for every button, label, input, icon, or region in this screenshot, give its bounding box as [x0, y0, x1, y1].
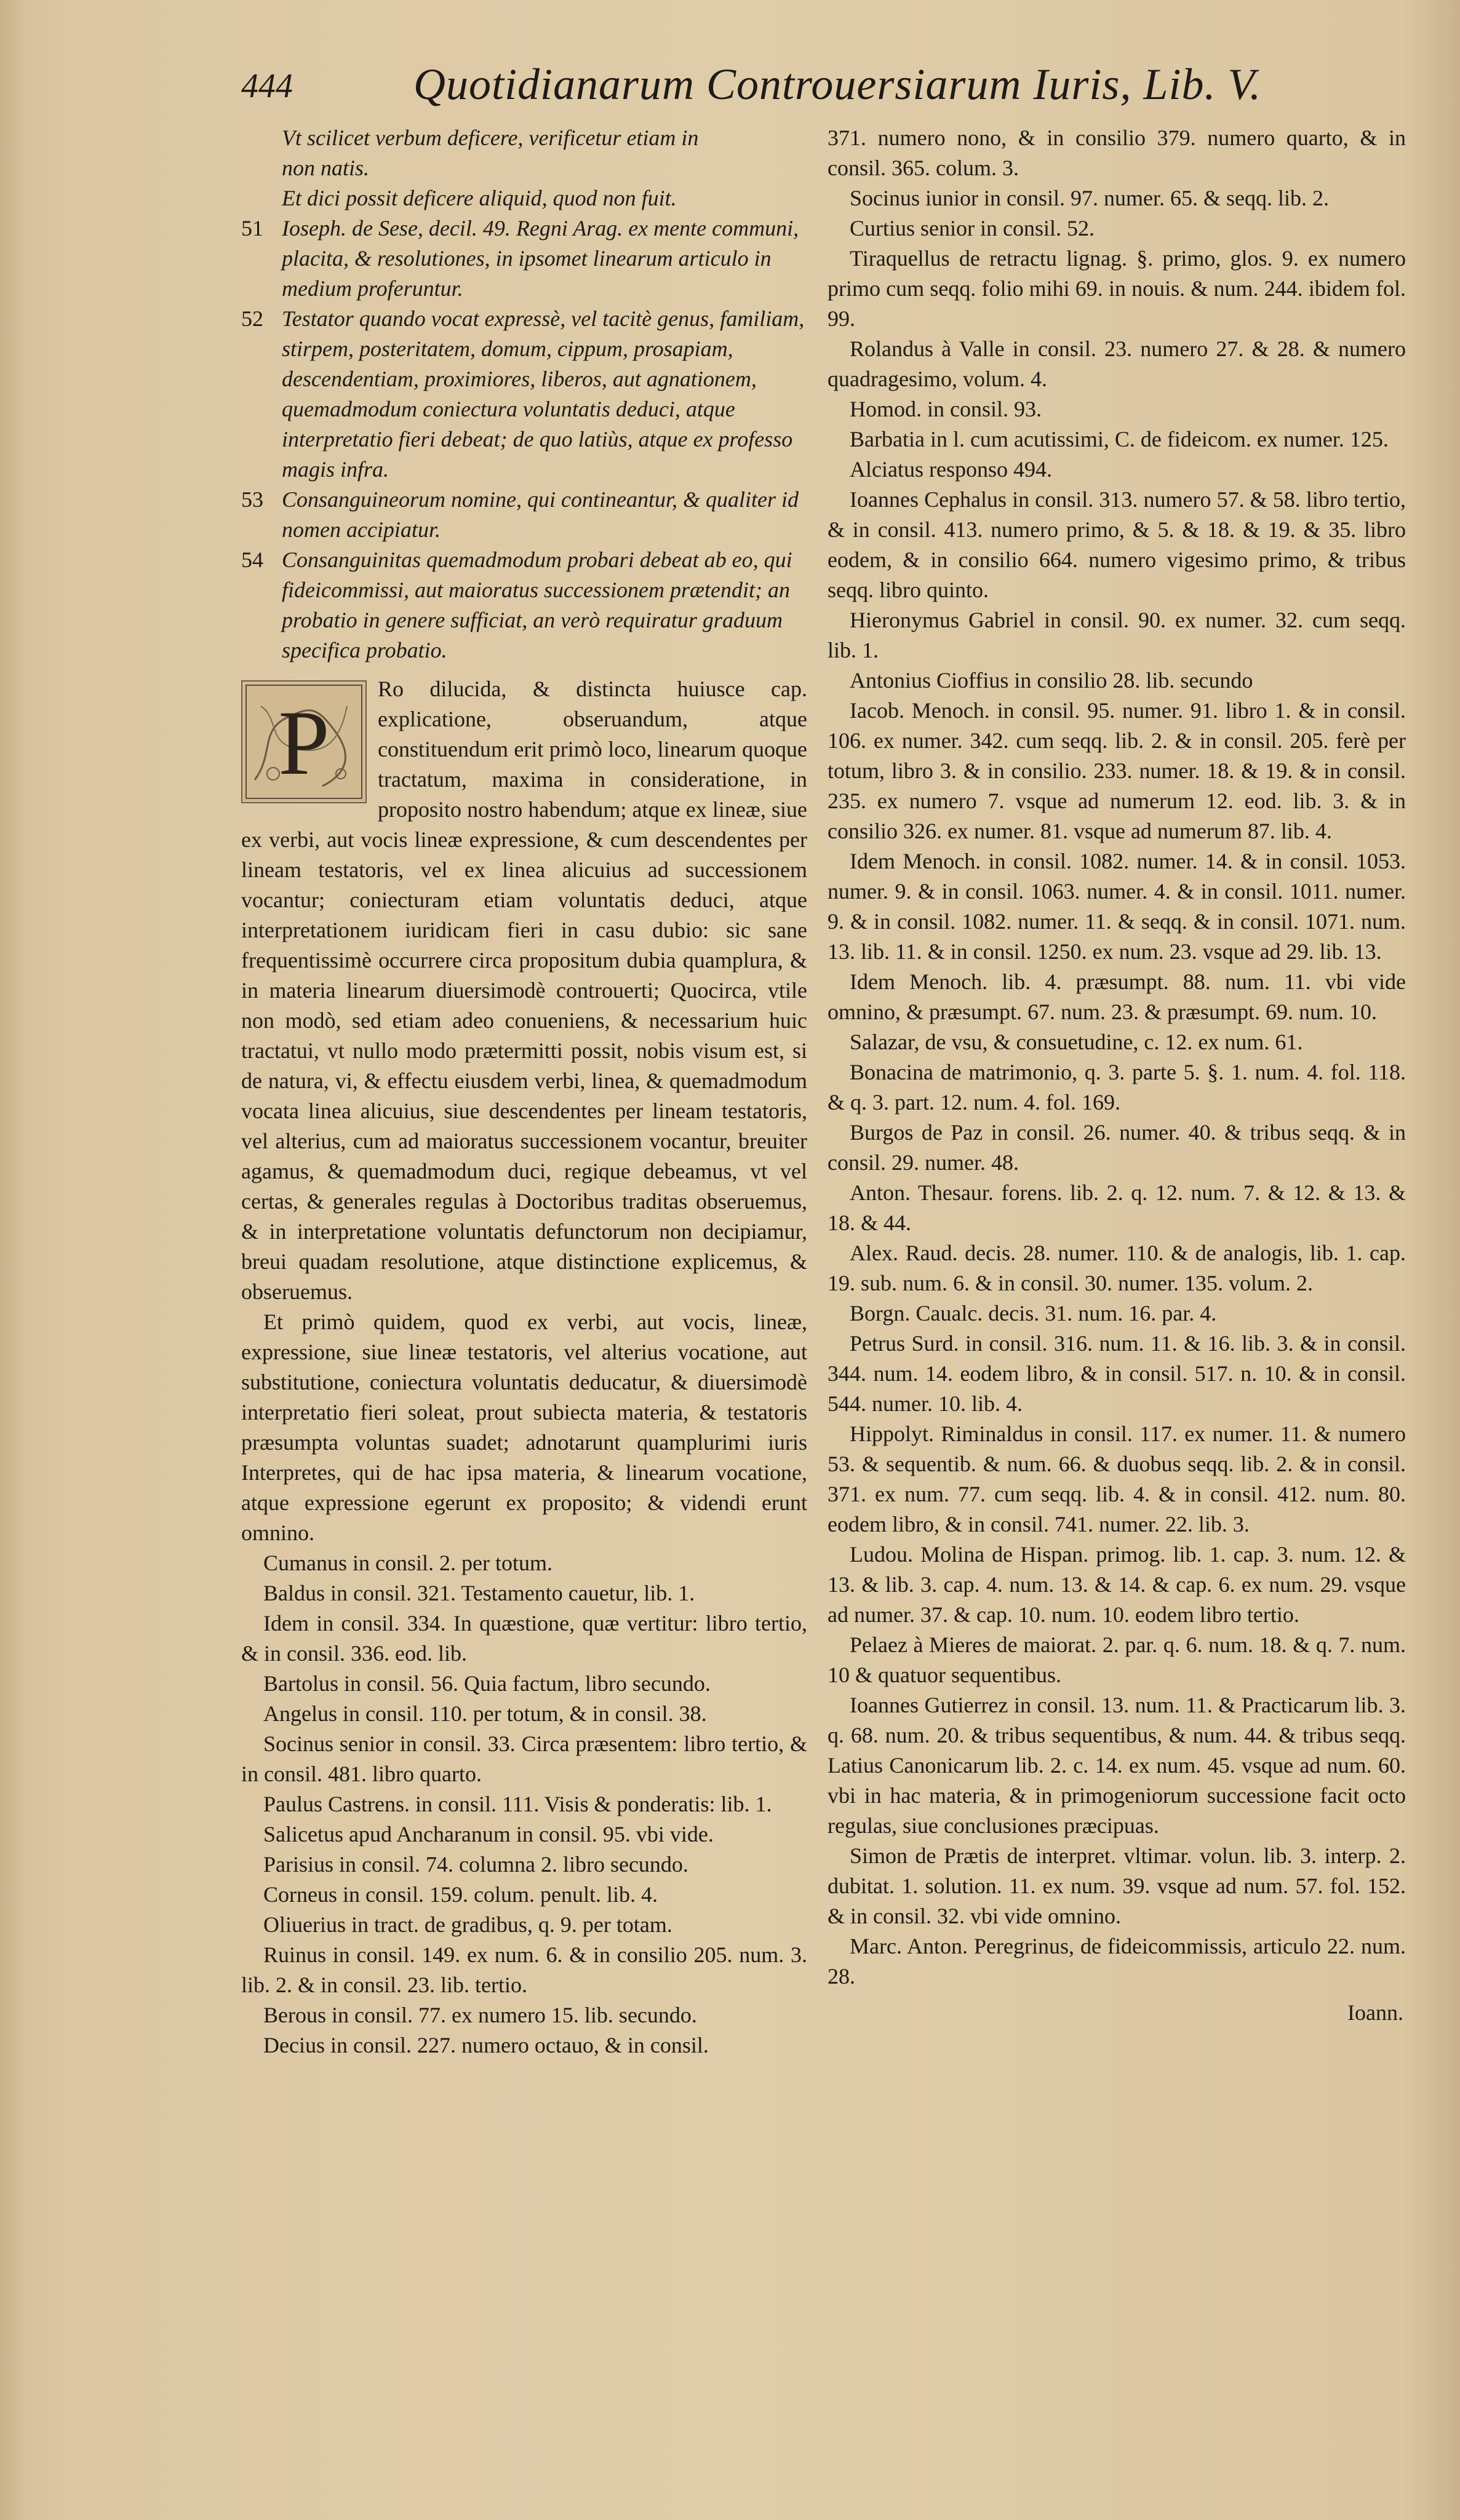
paragraph-2: Et primò quidem, quod ex verbi, aut vocis, lineæ, expressione, siue lineæ testatoris, vel alterius vocatione, aut substitutione, coniectura voluntatis deducatur, & diuersimodè interpretatio fieri soleat, prout subiecta materia, & testatoris præsumpta voluntas suadet; adnotarunt quamplurimi iuris Interpretes, qui de hac ipsa materia, & linearum vocatione, atque expressione egerunt ex proposito; & videndi erunt omnino. [241, 1310, 807, 1545]
citation-entry: Decius in consil. 227. numero octauo, & in consil. [263, 2033, 709, 2057]
summary-item [241, 485, 807, 545]
left-citations [241, 1548, 807, 2061]
citation-entry: 371. numero nono, & in consilio 379. numero quarto, & in consil. 365. colum. 3. [828, 125, 1406, 180]
running-title: Quotidianarum Controuersiarum Iuris, Lib. V. [413, 60, 1262, 109]
citation-entry: Ruinus in consil. 149. ex num. 6. & in consilio 205. num. 3. lib. 2. & in consil. 23. lib. tertio. [241, 1942, 807, 1997]
citation-entry: Rolandus à Valle in consil. 23. numero 27. & 28. & numero quadragesimo, volum. 4. [828, 336, 1406, 391]
citation-entry: Ioannes Gutierrez in consil. 13. num. 11. & Practicarum lib. 3. q. 68. num. 20. & tribus sequentibus, & num. 44. & tribus seqq. Latius Canonicarum lib. 2. c. 14. ex num. 45. vsque ad num. 60. vbi in hac materia, & in primogeniorum successione facit octo regulas, siue conclusiones præcipuas. [828, 1693, 1406, 1838]
summary-number: 54 [241, 547, 263, 572]
catchword: Ioann. [1347, 2000, 1403, 2025]
citation-entry: Bonacina de matrimonio, q. 3. parte 5. §. 1. num. 4. fol. 118. & q. 3. part. 12. num. 4. fol. 169. [828, 1060, 1406, 1115]
summary-text: Ioseph. de Sese, decil. 49. Regni Arag. ex mente communi, placita, & resolutiones, in ipsomet linearum articulo in medium proferuntur. [282, 216, 799, 301]
right-column [828, 123, 1406, 2028]
summary-number: 51 [241, 216, 263, 240]
citation-entry: Parisius in consil. 74. columna 2. libro secundo. [263, 1852, 688, 1877]
citation-entry: Marc. Anton. Peregrinus, de fideicommissis, articulo 22. num. 28. [828, 1934, 1406, 1989]
citation-entry: Alciatus responso 494. [850, 457, 1052, 482]
citation-entry: Bartolus in consil. 56. Quia factum, libro secundo. [263, 1671, 711, 1696]
citation-entry: Idem Menoch. in consil. 1082. numer. 14. & in consil. 1053. numer. 9. & in consil. 1063. numer. 4. & in consil. 1011. numer. 9. & in consil. 1082. numer. 11. & seqq. & in consil. 1071. num. 13. lib. 11. & in consil. 1250. ex num. 23. vsque ad 29. lib. 13. [828, 849, 1406, 964]
main-text [241, 674, 807, 1307]
citation-entry: Socinus iunior in consil. 97. numer. 65. & seqq. lib. 2. [850, 186, 1329, 210]
page-number: 444 [241, 67, 293, 105]
page-header [241, 59, 1398, 114]
summary-text: Consanguineorum nomine, qui contineantur, & qualiter id nomen accipiatur. [282, 487, 799, 542]
citation-entry: Idem in consil. 334. In quæstione, quæ vertitur: libro tertio, & in consil. 336. eod. lib. [241, 1611, 807, 1666]
citation-entry: Ludou. Molina de Hispan. primog. lib. 1. cap. 3. num. 12. & 13. & lib. 3. cap. 4. num. 13. & 14. & cap. 6. ex num. 29. vsque ad numer. 37. & cap. 10. num. 10. eodem libro tertio. [828, 1542, 1406, 1627]
citation-entry: Hippolyt. Riminaldus in consil. 117. ex numer. 11. & numero 53. & sequentib. & num. 66. & duobus seqq. lib. 2. & in consil. 371. ex num. 77. cum seqq. lib. 4. & in consil. 412. num. 80. eodem libro, & in consil. 741. numer. 22. lib. 3. [828, 1421, 1406, 1536]
citation-entry: Alex. Raud. decis. 28. numer. 110. & de analogis, lib. 1. cap. 19. sub. num. 6. & in consil. 30. numer. 135. volum. 2. [828, 1241, 1406, 1295]
citation-entry: Pelaez à Mieres de maiorat. 2. par. q. 6. num. 18. & q. 7. num. 10 & quatuor sequentibus. [828, 1632, 1406, 1687]
summary-text: Testator quando vocat expressè, vel tacitè genus, familiam, stirpem, posteritatem, domum, cippum, prosapiam, descendentiam, proximiores, liberos, aut agnationem, quemadmodum coniectura voluntatis deduci, atque interpretatio fieri debeat; de quo latiùs, atque ex professo magis infra. [282, 306, 805, 482]
left-column [241, 123, 807, 2061]
citation-entry: Hieronymus Gabriel in consil. 90. ex numer. 32. cum seqq. lib. 1. [828, 608, 1406, 662]
citation-entry: Berous in consil. 77. ex numero 15. lib. secundo. [263, 2003, 697, 2027]
citation-entry: Ioannes Cephalus in consil. 313. numero 57. & 58. libro tertio, & in consil. 413. numero primo, & 5. & 18. & 19. & 35. libro eodem, & in consilio 664. numero vigesimo primo, & tribus seqq. libro quinto. [828, 487, 1406, 602]
citation-entry: Anton. Thesaur. forens. lib. 2. q. 12. num. 7. & 12. & 13. & 18. & 44. [828, 1180, 1406, 1235]
ornament-icon [242, 682, 365, 802]
citation-entry: Baldus in consil. 321. Testamento cauetur, lib. 1. [263, 1581, 695, 1605]
summary-text: Consanguinitas quemadmodum probari debeat ab eo, qui fideicommissi, aut maioratus successionem prætendit; an probatio in genere sufficiat, an verò requiratur graduum specifica probatio. [282, 547, 792, 662]
initial-letter: P [278, 692, 330, 794]
citation-entry: Curtius senior in consil. 52. [850, 216, 1095, 240]
summary-line: Et dici possit deficere aliquid, quod non fuit. [282, 186, 677, 210]
summary-block [241, 123, 807, 666]
citation-entry: Salazar, de vsu, & consuetudine, c. 12. ex num. 61. [850, 1030, 1303, 1054]
citation-entry: Iacob. Menoch. in consil. 95. numer. 91. libro 1. & in consil. 106. ex numer. 342. cum seqq. lib. 2. & in consil. 205. ferè per totum, libro 3. & in consilio. 233. numer. 18. & 19. & in consil. 235. ex numero 7. vsque ad numerum 12. eod. lib. 3. & in consilio 326. ex numer. 81. vsque ad numerum 87. lib. 4. [828, 698, 1406, 843]
citation-entry: Burgos de Paz in consil. 26. numer. 40. & tribus seqq. & in consil. 29. numer. 48. [828, 1120, 1406, 1175]
summary-item [241, 213, 807, 304]
paragraph-1: Ro dilucida, & distincta huiusce cap. explicatione, obseruandum, atque constituendum erit primò loco, linearum quoque tractatum, maxima in consideratione, in proposito nostro habendum; atque ex lineæ, siue ex verbi, aut vocis lineæ expressione, & cum descendentes per lineam testatoris, vel ex linea alicuius ad successionem vocantur; coniecturam etiam voluntatis deduci, atque interpretationem iuridicam fieri in casu dubio: sic sane frequentissimè occurrere circa propositum dubia quamplura, & in materia linearum diuersimodè controuerti; Quocirca, vtile non modò, sed etiam adeo conueniens, & necessarium huic tractatui, vt nullo modo prætermitti possit, nobis visum est, si de natura, vi, & effectu eiusdem verbi, linea, & quemadmodum vocata linea alicuius, siue descendentes per lineam testatoris, vel alterius, cum ad maioratus successionem vocantur, breuiter agamus, & quemadmodum duci, regique debeamus, vt vel certas, & generales regulas à Doctoribus traditas obseruemus, & in interpretatione voluntatis defunctorum non decipiamur, breui quadam resolutione, atque distinctione explicemus, & obseruemus. [241, 677, 807, 1304]
citation-entry: Angelus in consil. 110. per totum, & in consil. 38. [263, 1701, 707, 1726]
citation-entry: Salicetus apud Ancharanum in consil. 95. vbi vide. [263, 1822, 714, 1846]
summary-item [241, 304, 807, 485]
summary-line: non natis. [282, 156, 370, 180]
citation-entry: Petrus Surd. in consil. 316. num. 11. & 16. lib. 3. & in consil. 344. num. 14. eodem libro, & in consil. 517. n. 10. & in consil. 544. numer. 10. lib. 4. [828, 1331, 1406, 1416]
summary-number: 52 [241, 306, 263, 331]
summary-number: 53 [241, 487, 263, 512]
citation-entry: Homod. in consil. 93. [850, 397, 1042, 421]
citation-entry: Simon de Prætis de interpret. vltimar. volun. lib. 3. interp. 2. dubitat. 1. solution. 11. ex num. 39. vsque ad num. 57. fol. 152. & in consil. 32. vbi vide omnino. [828, 1843, 1406, 1928]
citation-entry: Barbatia in l. cum acutissimi, C. de fideicom. ex numer. 125. [850, 427, 1389, 451]
citation-entry: Idem Menoch. lib. 4. præsumpt. 88. num. 11. vbi vide omnino, & præsumpt. 67. num. 23. & præsumpt. 69. num. 10. [828, 969, 1406, 1024]
decorated-initial [241, 680, 367, 803]
citation-entry: Paulus Castrens. in consil. 111. Visis & ponderatis: lib. 1. [263, 1792, 772, 1816]
citation-entry: Socinus senior in consil. 33. Circa præsentem: libro tertio, & in consil. 481. libro quarto. [241, 1731, 807, 1786]
summary-item [241, 545, 807, 666]
right-citations [828, 123, 1406, 1992]
citation-entry: Corneus in consil. 159. colum. penult. lib. 4. [263, 1882, 658, 1907]
summary-line: Vt scilicet verbum deficere, verificetur etiam in [282, 125, 699, 150]
citation-entry: Borgn. Caualc. decis. 31. num. 16. par. 4. [850, 1301, 1217, 1326]
citation-entry: Antonius Cioffius in consilio 28. lib. secundo [850, 668, 1253, 693]
citation-entry: Oliuerius in tract. de gradibus, q. 9. per totam. [263, 1912, 672, 1937]
citation-entry: Tiraquellus de retractu lignag. §. primo, glos. 9. ex numero primo cum seqq. folio mihi 69. in nouis. & num. 244. ibidem fol. 99. [828, 246, 1406, 331]
citation-entry: Cumanus in consil. 2. per totum. [263, 1551, 552, 1575]
